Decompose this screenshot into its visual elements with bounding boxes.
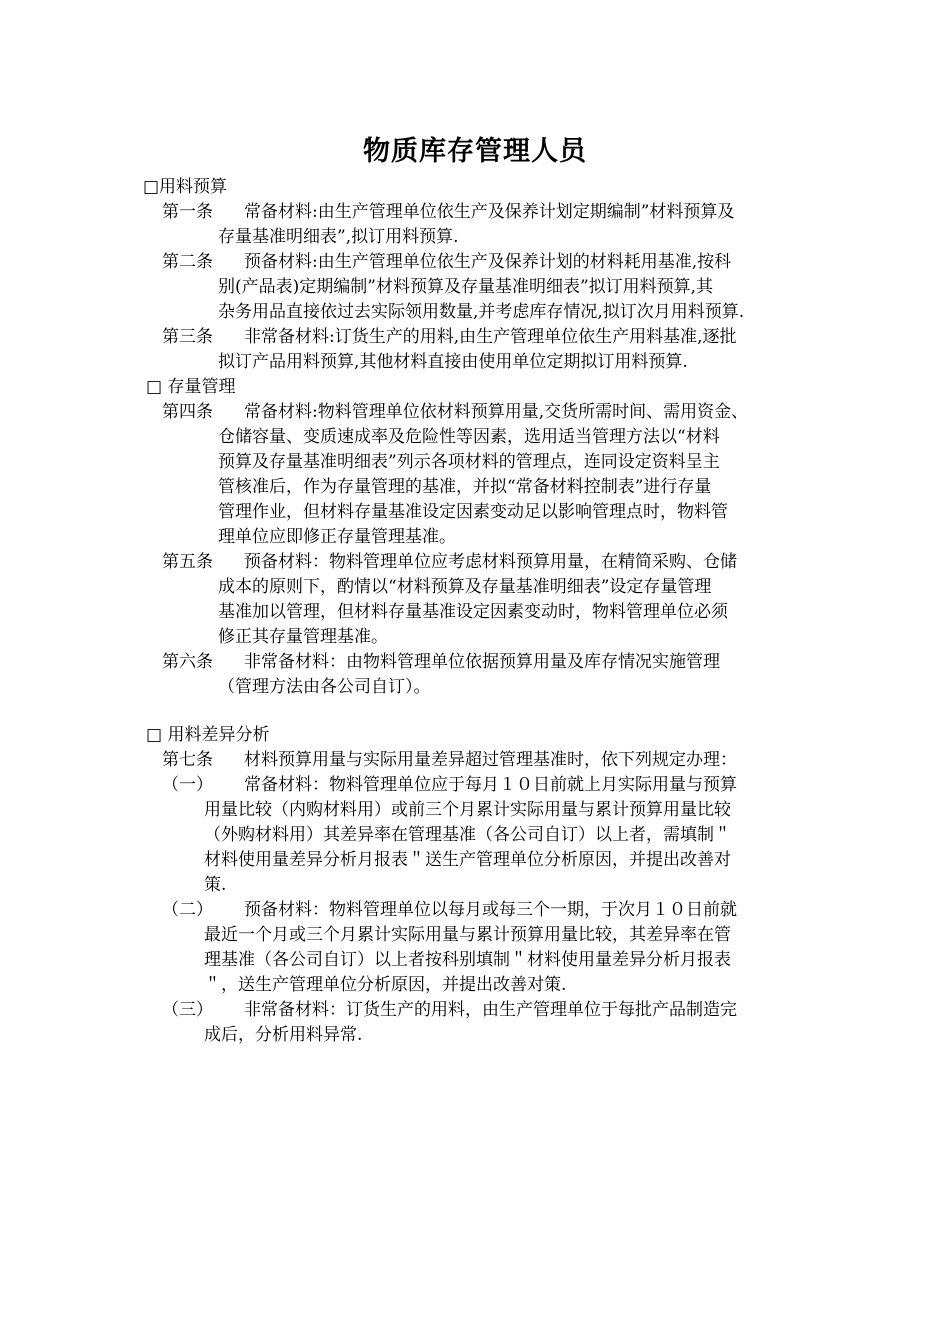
item-text-line: 理基准（各公司自订）以上者按科别填制＂材料使用量差异分析月报表 bbox=[204, 950, 731, 970]
item-1 bbox=[162, 773, 842, 898]
item-text-line: 材料使用量差异分析月报表＂送生产管理单位分析原因，并提出改善对 bbox=[204, 850, 731, 870]
article-3 bbox=[162, 325, 822, 375]
section-heading-inventory-management: □ 存量管理 bbox=[146, 377, 236, 397]
item-text-line: 非常备材料：订货生产的用料，由生产管理单位于每批产品制造完 bbox=[244, 1000, 737, 1020]
article-text-line: 成本的原则下，酌情以“材料预算及存量基准明细表”设定存量管理 bbox=[218, 577, 712, 597]
item-text-line: 常备材料：物料管理单位应于每月１０日前就上月实际用量与预算 bbox=[244, 775, 737, 795]
article-text-line: 理单位应即修正存量管理基准。 bbox=[218, 527, 456, 547]
item-text-line: （外购材料用）其差异率在管理基准（各公司自订）以上者，需填制＂ bbox=[204, 825, 731, 845]
article-number: 第五条 bbox=[162, 552, 213, 572]
article-text-line: 修正其存量管理基准。 bbox=[218, 627, 388, 647]
article-1 bbox=[162, 200, 822, 250]
article-number: 第七条 bbox=[162, 750, 213, 770]
article-5 bbox=[162, 550, 842, 650]
article-text-line: 基准加以管理，但材料存量基准设定因素变动时，物料管理单位必须 bbox=[218, 602, 728, 622]
article-text-line: 预备材料:由生产管理单位依生产及保养计划的材料耗用基准,按科 bbox=[244, 252, 732, 272]
item-text-line: 成后，分析用料异常. bbox=[204, 1025, 363, 1045]
article-7 bbox=[162, 748, 842, 773]
item-number: （一） bbox=[162, 775, 213, 795]
article-number: 第一条 bbox=[162, 202, 213, 222]
article-number: 第三条 bbox=[162, 327, 213, 347]
article-6 bbox=[162, 650, 842, 700]
item-text-line: 用量比较（内购材料用）或前三个月累计实际用量与累计预算用量比较 bbox=[204, 800, 731, 820]
article-text-line: 仓储容量、变质速成率及危险性等因素，选用适当管理方法以“材料 bbox=[218, 427, 720, 447]
item-number: （二） bbox=[162, 900, 213, 920]
article-number: 第六条 bbox=[162, 652, 213, 672]
item-text-line: 最近一个月或三个月累计实际用量与累计预算用量比较，其差异率在管 bbox=[204, 925, 731, 945]
article-text-line: 管理作业，但材料存量基准设定因素变动足以影响管理点时，物料管 bbox=[218, 502, 728, 522]
article-number: 第二条 bbox=[162, 252, 213, 272]
section-heading-usage-variance-analysis: □ 用料差异分析 bbox=[146, 725, 270, 745]
article-text-line: 材料预算用量与实际用量差异超过管理基准时，依下列规定办理： bbox=[244, 750, 737, 770]
item-text-line: 预备材料：物料管理单位以每月或每三个一期，于次月１０日前就 bbox=[244, 900, 737, 920]
article-text-line: 常备材料:物料管理单位依材料预算用量,交货所需时间、需用资金、 bbox=[244, 402, 749, 422]
item-text-line: ＂，送生产管理单位分析原因，并提出改善对策. bbox=[204, 975, 567, 995]
article-text-line: 预算及存量基准明细表”列示各项材料的管理点，连同设定资料呈主 bbox=[218, 452, 720, 472]
article-text-line: 存量基准明细表”,拟订用料预算. bbox=[218, 227, 459, 247]
article-text-line: 管核准后，作为存量管理的基准，并拟“常备材料控制表”进行存量 bbox=[218, 477, 712, 497]
article-text-line: 预备材料：物料管理单位应考虑材料预算用量，在精简采购、仓储 bbox=[244, 552, 737, 572]
article-text-line: 杂务用品直接依过去实际领用数量,并考虑库存情况,拟订次月用料预算. bbox=[218, 302, 745, 322]
article-text-line: 非常备材料：由物料管理单位依据预算用量及库存情况实施管理 bbox=[244, 652, 720, 672]
section-heading-material-budget: □用料预算 bbox=[143, 177, 228, 197]
page-title: 物质库存管理人员 bbox=[363, 136, 587, 167]
article-number: 第四条 bbox=[162, 402, 213, 422]
article-text-line: 非常备材料:订货生产的用料,由生产管理单位依生产用料基准,逐批 bbox=[244, 327, 737, 347]
article-2 bbox=[162, 250, 822, 325]
item-3 bbox=[162, 998, 842, 1048]
article-text-line: 常备材料:由生产管理单位依生产及保养计划定期编制”材料预算及 bbox=[244, 202, 735, 222]
item-2 bbox=[162, 898, 842, 998]
article-4 bbox=[162, 400, 842, 550]
item-number: （三） bbox=[162, 1000, 213, 1020]
item-text-line: 策. bbox=[204, 875, 227, 895]
article-text-line: 别(产品表)定期编制”材料预算及存量基准明细表”拟订用料预算,其 bbox=[218, 277, 714, 297]
article-text-line: 拟订产品用料预算,其他材料直接由使用单位定期拟订用料预算. bbox=[218, 352, 688, 372]
article-text-line: （管理方法由各公司自订）。 bbox=[218, 677, 431, 697]
